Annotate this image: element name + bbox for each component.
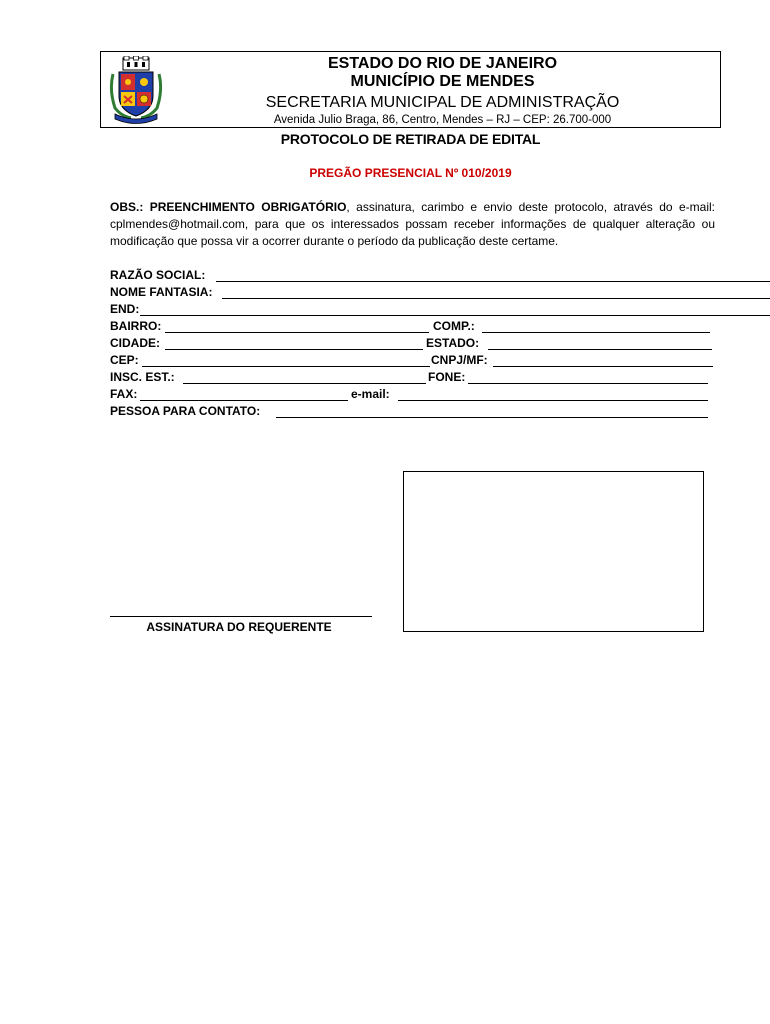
line-cep[interactable] — [142, 354, 430, 367]
line-pessoa-contato[interactable] — [276, 405, 708, 418]
label-cnpj: CNPJ/MF: — [431, 353, 488, 367]
line-cnpj[interactable] — [493, 354, 713, 367]
label-bairro: BAIRRO: — [110, 319, 162, 333]
field-estado[interactable] — [426, 335, 479, 352]
signature-line[interactable] — [110, 616, 372, 617]
label-cep: CEP: — [110, 353, 139, 367]
line-razao-social[interactable] — [216, 269, 770, 282]
pregao-number: PREGÃO PRESENCIAL Nº 010/2019 — [309, 166, 512, 180]
municipal-coat-of-arms-icon — [107, 56, 165, 124]
field-fax[interactable] — [110, 386, 137, 403]
field-fone[interactable] — [428, 369, 465, 386]
field-cidade[interactable] — [110, 335, 160, 352]
label-fone: FONE: — [428, 370, 466, 384]
label-email: e-mail: — [351, 387, 390, 401]
label-comp: COMP.: — [433, 319, 475, 333]
field-razao-social[interactable] — [110, 267, 205, 284]
line-fax[interactable] — [140, 388, 348, 401]
line-comp[interactable] — [482, 320, 710, 333]
line-bairro[interactable] — [165, 320, 429, 333]
field-cep[interactable] — [110, 352, 139, 369]
label-pessoa-contato: PESSOA PARA CONTATO: — [110, 404, 261, 418]
label-estado: ESTADO: — [426, 336, 480, 350]
line-email[interactable] — [398, 388, 708, 401]
stamp-box[interactable] — [403, 471, 704, 632]
header-state: ESTADO DO RIO DE JANEIRO — [327, 55, 558, 72]
field-cnpj[interactable] — [431, 352, 488, 369]
field-end[interactable] — [110, 301, 139, 318]
label-end: END: — [110, 302, 140, 316]
document-title: PROTOCOLO DE RETIRADA DE EDITAL — [280, 131, 541, 147]
label-razao-social: RAZÃO SOCIAL: — [110, 268, 206, 282]
obs-paragraph — [110, 199, 715, 250]
line-nome-fantasia[interactable] — [222, 286, 770, 299]
line-insc-est[interactable] — [183, 371, 426, 384]
label-cidade: CIDADE: — [110, 336, 160, 350]
header-department: SECRETARIA MUNICIPAL DE ADMINISTRAÇÃO — [265, 94, 620, 111]
label-nome-fantasia: NOME FANTASIA: — [110, 285, 213, 299]
signature-label: ASSINATURA DO REQUERENTE — [146, 620, 332, 634]
line-fone[interactable] — [468, 371, 708, 384]
line-estado[interactable] — [488, 337, 712, 350]
line-end[interactable] — [140, 303, 770, 316]
obs-text: , assinatura, carimbo e envio deste protocolo, através do e-mail: cplmendes@hotmail.com, para que os interessados possam receber informações de qualquer alteração ou modificação que possa vir a ocorrer durante o período da publicação deste certame. — [110, 200, 716, 248]
field-email[interactable] — [351, 386, 390, 403]
field-bairro[interactable] — [110, 318, 161, 335]
field-comp[interactable] — [433, 318, 475, 335]
field-nome-fantasia[interactable] — [110, 284, 212, 301]
header-address: Avenida Julio Braga, 86, Centro, Mendes – RJ – CEP: 26.700-000 — [273, 114, 612, 126]
field-insc-est[interactable] — [110, 369, 175, 386]
header-box — [100, 51, 721, 128]
obs-label: OBS.: PREENCHIMENTO OBRIGATÓRIO — [110, 200, 347, 214]
header-municipality: MUNICÍPIO DE MENDES — [350, 73, 535, 90]
line-cidade[interactable] — [165, 337, 423, 350]
label-insc-est: INSC. EST.: — [110, 370, 175, 384]
label-fax: FAX: — [110, 387, 138, 401]
field-pessoa-contato[interactable] — [110, 403, 260, 420]
